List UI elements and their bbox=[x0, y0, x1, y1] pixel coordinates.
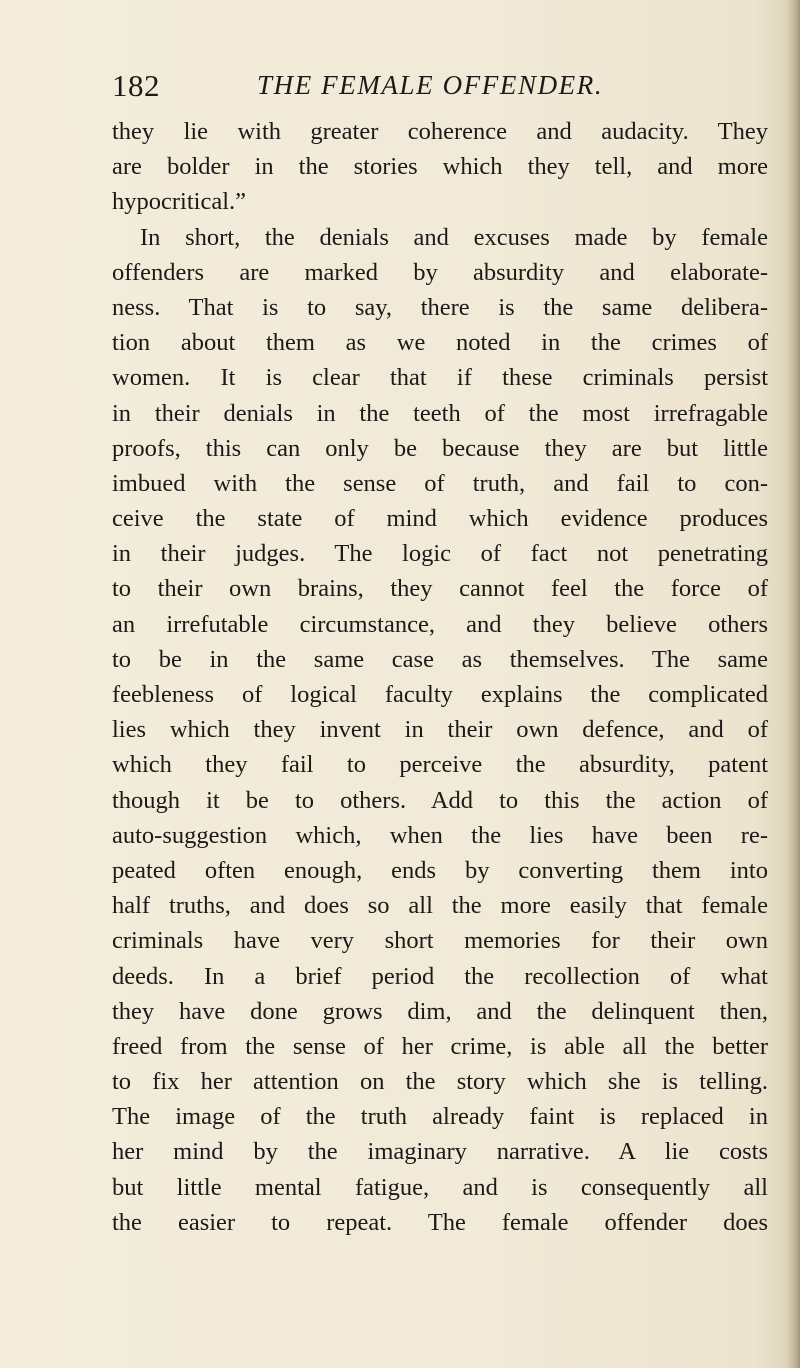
text-line: peated often enough, ends by converting them into bbox=[112, 856, 768, 884]
text-line: tion about them as we noted in the crimes of bbox=[112, 329, 768, 357]
text-line: to fix her attention on the story which she is telling. bbox=[112, 1068, 768, 1096]
page-edge-shadow bbox=[786, 0, 800, 1368]
text-line: proofs, this can only be because they are but little bbox=[112, 434, 768, 462]
text-line: to their own brains, they cannot feel the force of bbox=[112, 575, 768, 603]
text-line: imbued with the sense of truth, and fail to con- bbox=[112, 469, 768, 497]
text-line: they have done grows dim, and the delinquent then, bbox=[112, 997, 768, 1025]
text-line: In short, the denials and excuses made by female bbox=[140, 223, 768, 251]
text-line: the easier to repeat. The female offender does bbox=[112, 1208, 768, 1236]
text-line: which they fail to perceive the absurdity, patent bbox=[112, 751, 768, 779]
text-line: lies which they invent in their own defence, and of bbox=[112, 716, 768, 744]
text-line: an irrefutable circumstance, and they believe others bbox=[112, 610, 768, 638]
text-line: offenders are marked by absurdity and elaborate- bbox=[112, 258, 768, 286]
text-line: they lie with greater coherence and audacity. They bbox=[112, 118, 768, 145]
text-line: criminals have very short memories for their own bbox=[112, 927, 768, 955]
text-line: half truths, and does so all the more easily that female bbox=[112, 892, 768, 920]
text-line: hypocritical.” bbox=[112, 188, 247, 216]
text-line: The image of the truth already faint is replaced in bbox=[112, 1103, 768, 1131]
text-line: women. It is clear that if these criminals persist bbox=[112, 364, 768, 392]
text-line: her mind by the imaginary narrative. A lie costs bbox=[112, 1138, 768, 1166]
page-number: 182 bbox=[112, 68, 160, 103]
page-header bbox=[112, 68, 776, 108]
text-line: but little mental fatigue, and is consequently all bbox=[112, 1173, 768, 1201]
text-line: though it be to others. Add to this the action of bbox=[112, 786, 768, 814]
text-line: in their denials in the teeth of the most irrefragable bbox=[112, 399, 768, 427]
text-line: auto-suggestion which, when the lies have been re- bbox=[112, 821, 768, 849]
text-line: freed from the sense of her crime, is able all the better bbox=[112, 1032, 768, 1060]
text-line: ness. That is to say, there is the same delibera- bbox=[112, 293, 768, 321]
text-line: are bolder in the stories which they tell, and more bbox=[112, 153, 768, 181]
running-title: THE FEMALE OFFENDER. bbox=[257, 70, 604, 100]
text-line: deeds. In a brief period the recollection of what bbox=[112, 962, 768, 990]
text-line: ceive the state of mind which evidence produces bbox=[112, 505, 768, 533]
body-text bbox=[112, 114, 768, 1240]
text-line: to be in the same case as themselves. The same bbox=[112, 645, 768, 673]
text-line: feebleness of logical faculty explains the complicated bbox=[112, 681, 768, 708]
text-line: in their judges. The logic of fact not penetrating bbox=[112, 540, 768, 568]
